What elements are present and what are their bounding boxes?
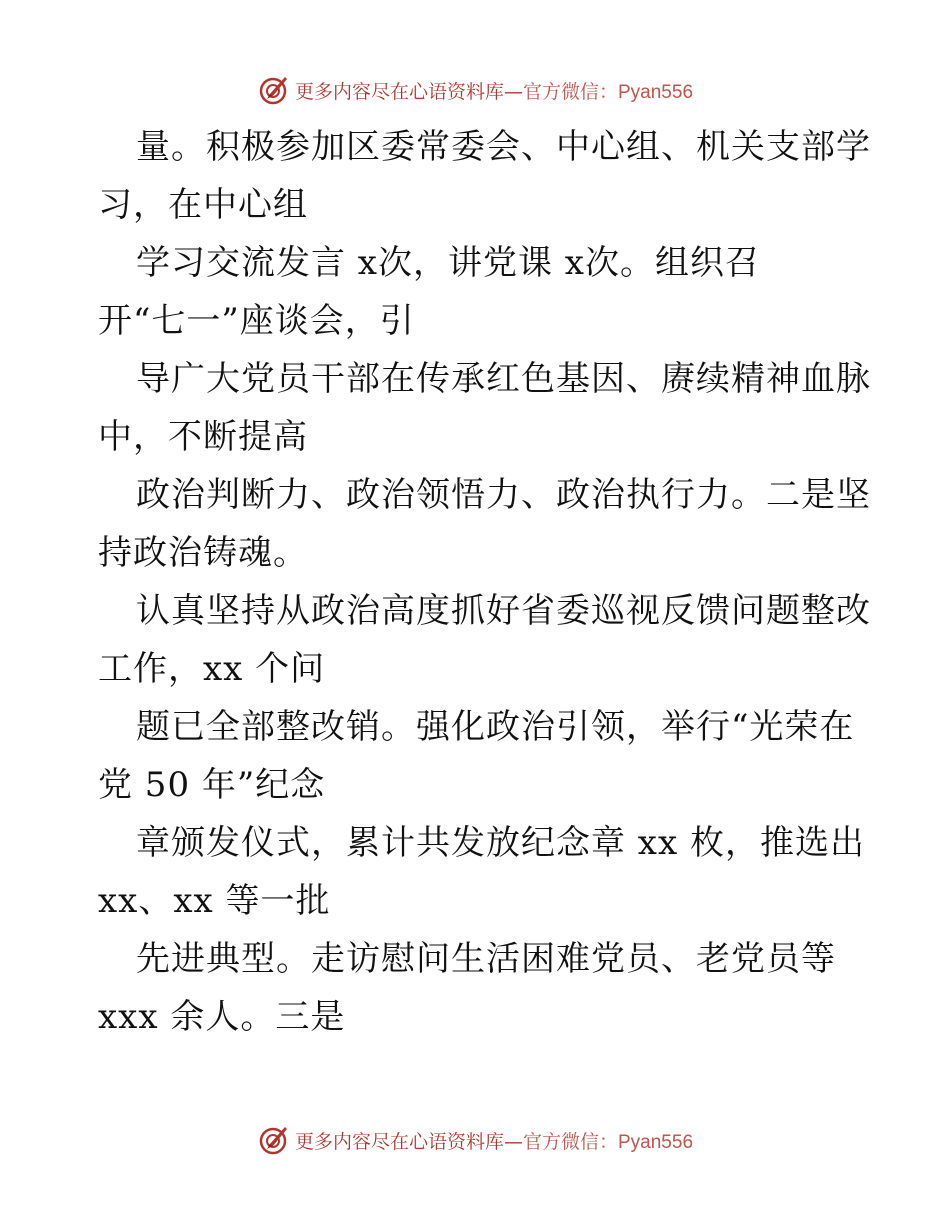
footer-watermark-banner	[0, 1120, 950, 1160]
header-watermark-banner	[0, 70, 950, 110]
document-body	[98, 118, 878, 1046]
text-line-7: 政治判断力、政治领悟力、政治执行力。二是坚	[136, 475, 871, 515]
quill-logo-icon	[257, 1123, 291, 1157]
banner-separator: —	[503, 80, 523, 103]
banner-separator: —	[503, 1130, 523, 1153]
text-line-15: 先进典型。走访慰问生活困难党员、老党员等	[136, 939, 836, 979]
text-line-2: 习，在中心组	[98, 185, 308, 225]
text-line-10: 工作，xx 个问	[98, 649, 326, 689]
text-line-8: 持政治铸魂。	[98, 533, 308, 573]
quill-logo-icon	[257, 73, 291, 107]
banner-main-text: 更多内容尽在心语资料库	[294, 80, 504, 103]
text-line-14: xx、xx 等一批	[98, 881, 331, 921]
text-line-3: 学习交流发言 x次，讲党课 x次。组织召	[136, 243, 760, 283]
text-line-12: 党 50 年”纪念	[98, 765, 326, 805]
text-line-6: 中，不断提高	[98, 417, 308, 457]
banner-text	[295, 1127, 693, 1154]
text-line-9: 认真坚持从政治高度抓好省委巡视反馈问题整改	[136, 591, 871, 631]
text-line-16: xxx 余人。三是	[98, 997, 346, 1037]
banner-account: Pyan556	[618, 1131, 694, 1153]
banner-account: Pyan556	[618, 81, 694, 103]
text-line-5: 导广大党员干部在传承红色基因、赓续精神血脉	[136, 359, 871, 399]
banner-text	[295, 77, 693, 104]
text-line-13: 章颁发仪式，累计共发放纪念章 xx 枚，推选出	[136, 823, 865, 863]
banner-label: 官方微信：	[522, 80, 618, 103]
text-line-4: 开“七一”座谈会，引	[98, 301, 415, 341]
text-line-1: 量。积极参加区委常委会、中心组、机关支部学	[136, 127, 871, 167]
banner-main-text: 更多内容尽在心语资料库	[294, 1130, 504, 1153]
banner-label: 官方微信：	[522, 1130, 618, 1153]
text-line-11: 题已全部整改销。强化政治引领，举行“光荣在	[136, 707, 855, 747]
